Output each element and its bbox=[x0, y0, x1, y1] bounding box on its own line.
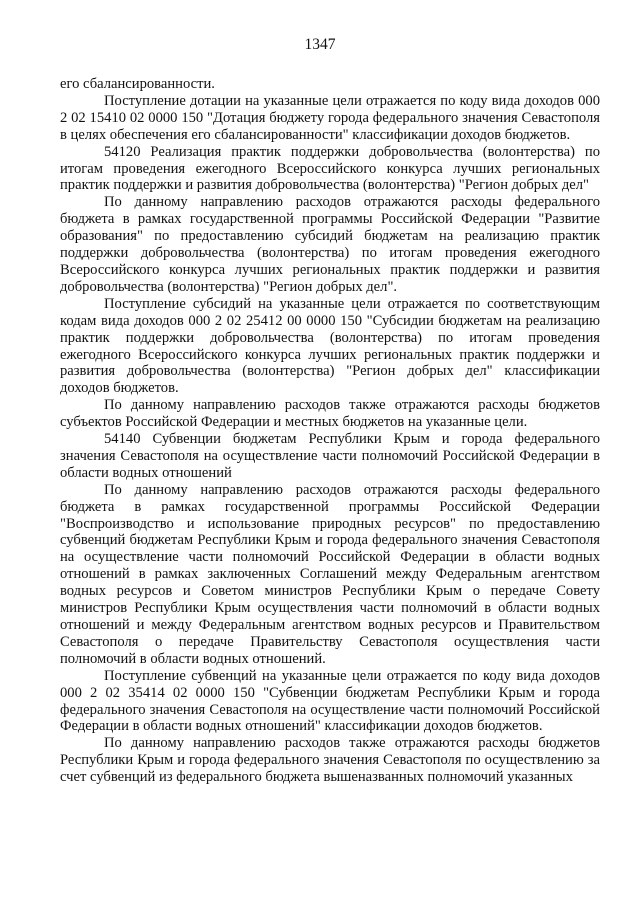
heading-54140: 54140 Субвенции бюджетам Республики Крым и города федерального значения Севастополя на осуществление части полномочий Российской Федерации в области водных отношений bbox=[60, 431, 600, 481]
paragraph-54120-also: По данному направлению расходов также отражаются расходы бюджетов субъектов Российской Федерации и местных бюджетов на указанные цели. bbox=[60, 397, 600, 431]
paragraph-continuation: его сбалансированности. bbox=[60, 76, 215, 92]
document-body bbox=[60, 76, 600, 786]
paragraph-54140-also: По данному направлению расходов также отражаются расходы бюджетов Республики Крым и города федерального значения Севастополя по осуществлению за счет субвенций из федерального бюджета вышеназванных полномочий указанных bbox=[60, 735, 600, 786]
paragraph-54140-expenses: По данному направлению расходов отражаются расходы федерального бюджета в рамках государственной программы Российской Федерации "Воспроизводство и использование природных ресурсов" по предоставлению субвенций бюджетам Республики Крым и города федерального значения Севастополя на осуществление части полномочий Российской Федерации в области водных отношений в рамках заключенных Соглашений между Федеральным агентством водных ресурсов и Советом министров Республики Крым о передаче Совету министров Республики Крым осуществления части полномочий в области водных отношений и между Федеральным агентством водных ресурсов и Правительством Севастополя о передаче Правительству Севастополя осуществления части полномочий в области водных отношений. bbox=[60, 481, 600, 667]
heading-54120: 54120 Реализация практик поддержки добровольчества (волонтерства) по итогам проведения ежегодного Всероссийского конкурса лучших региональных практик поддержки и развития добровольчества (волонтерства) "Регион добрых дел" bbox=[60, 143, 600, 194]
paragraph-54120-receipt: Поступление субсидий на указанные цели отражается по соответствующим кодам вида доходов 000 2 02 25412 00 0000 150 "Субсидии бюджетам на реализацию практик поддержки добровольчества (волонтерства) по итогам проведения ежегодного Всероссийского конкурса лучших региональных практик поддержки и развития добровольчества (волонтерства) "Регион добрых дел" классификации доходов бюджетов. bbox=[60, 295, 600, 397]
paragraph-54140-receipt: Поступление субвенций на указанные цели отражается по коду вида доходов 000 2 02 35414 02 0000 150 "Субвенции бюджетам Республики Крым и города федерального значения Севастополя на осуществление части полномочий Российской Федерации в области водных отношений" классификации доходов бюджетов. bbox=[60, 667, 600, 735]
paragraph-54120-expenses: По данному направлению расходов отражаются расходы федерального бюджета в рамках государственной программы Российской Федерации "Развитие образования" по предоставлению субсидий бюджетам на реализацию практик поддержки добровольчества (волонтерства) по итогам проведения ежегодного Всероссийского конкурса лучших региональных практик поддержки и развития добровольчества (волонтерства) "Регион добрых дел". bbox=[60, 194, 600, 295]
paragraph-subsidy-receipt-sevastopol: Поступление дотации на указанные цели отражается по коду вида доходов 000 2 02 15410 02 0000 150 "Дотация бюджету города федерального значения Севастополя в целях обеспечения его сбалансированности" классификации доходов бюджетов. bbox=[60, 92, 600, 143]
page-number: 1347 bbox=[304, 36, 336, 53]
